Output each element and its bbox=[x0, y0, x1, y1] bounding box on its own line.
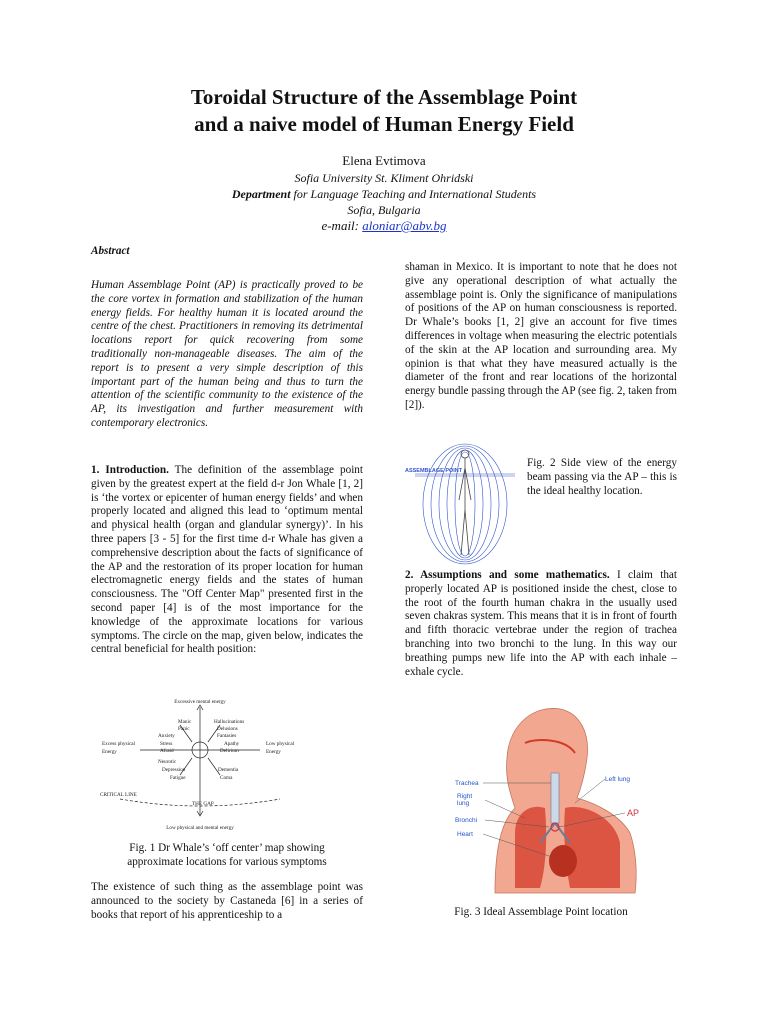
fig1-label-panic: Panic bbox=[178, 726, 190, 732]
fig1-label-low-phys-2: Energy bbox=[266, 749, 281, 755]
assumptions-text: I claim that properly located AP is positioned inside the chest, close to the root of the fourth human chakra in the usually used seven chakras system. This means that it is in front of fourth and fifth thoracic vertebrae under the region of trachea branching into two bronchi to the lung. In this way our breathing pumps new life into the AP with each inhale – exhale cycle. bbox=[405, 569, 677, 678]
fig1-label-coma: Coma bbox=[220, 775, 233, 781]
intro-heading: 1. Introduction. bbox=[91, 464, 169, 476]
fig2-energy-beam-figure bbox=[405, 440, 517, 568]
abstract-heading: Abstract bbox=[91, 245, 130, 257]
fig1-label-stress: Stress bbox=[160, 741, 173, 747]
assumptions-paragraph bbox=[405, 569, 677, 679]
author-block bbox=[0, 152, 768, 234]
fig1-label-excess-phys-1: Excess physical bbox=[102, 741, 135, 747]
fig1-label-critical: CRITICAL LINE bbox=[100, 792, 137, 798]
fig3-label-bronchi: Bronchi bbox=[455, 817, 478, 824]
email-line bbox=[0, 218, 768, 234]
department-rest: for Language Teaching and International Students bbox=[290, 187, 537, 201]
assumptions-heading: 2. Assumptions and some mathematics. bbox=[405, 569, 610, 581]
department bbox=[0, 186, 768, 202]
title-line-2: and a naive model of Human Energy Field bbox=[194, 112, 574, 136]
fig1-off-center-map bbox=[100, 695, 300, 833]
fig1-label-low-phys-1: Low physical bbox=[266, 741, 295, 747]
fig1-caption-line-1: Fig. 1 Dr Whale’s ‘off center’ map showing bbox=[129, 842, 325, 854]
fig1-label-fatigue: Fatigue bbox=[170, 775, 186, 781]
fig3-label-right-lung-2: lung bbox=[457, 800, 470, 807]
fig3-label-ap: AP bbox=[627, 808, 640, 818]
paper-title bbox=[0, 84, 768, 138]
fig1-label-fantasies: Fantasies bbox=[217, 733, 237, 739]
email-link[interactable]: aloniar@abv.bg bbox=[362, 218, 447, 233]
email-label: e-mail: bbox=[321, 218, 363, 233]
fig1-label-hallucinations: Hallucinations bbox=[214, 719, 245, 725]
abstract-text: Human Assemblage Point (AP) is practically proved to be the core vortex in formation and stabilization of the human energy fields. For healthy human it is located around the centre of the chest. Practitioners in removing its detrimental locations report for quick recovering from some traditionally non-manageable diseases. The aim of the report is to present a very simple description of this important part of the human being and thus to turn the attention of the scientific community to the existence of the AP, its investigation and further measurement with contemporary electronics. bbox=[91, 279, 363, 429]
fig1-label-apathy: Apathy bbox=[224, 741, 240, 747]
affiliation: Sofia University St. Kliment Ohridski bbox=[294, 171, 474, 185]
fig3-label-right-lung-1: Right bbox=[457, 793, 473, 800]
introduction-paragraph bbox=[91, 464, 363, 657]
fig1-label-delirium: Delirium bbox=[220, 748, 239, 754]
author-name: Elena Evtimova bbox=[342, 153, 426, 168]
fig1-label-excess-phys-2: Energy bbox=[102, 749, 117, 755]
fig1-label-neurotic: Neurotic bbox=[158, 759, 177, 765]
fig1-label-dementia: Dementia bbox=[218, 767, 239, 773]
fig1-caption bbox=[91, 841, 363, 869]
intro-text: The definition of the assemblage point given by the greatest expert at the field d-r Jon Whale [1, 2] is ‘the vortex or epicenter of human energy fields’ and when properly located and aligned this lead to ‘optimum mental and physical health (organ and glandular synergy)’. In his three papers [3 - 5] for the first time d-r Whale has given a comprehensive description about the facts of significance of the AP and the restoration of its proper location for human electromagnetic energy fields and the states of human consciousness. The "Off Center Map" presented first in the second paper [4] is of the most importance for the knowledge of the approximate locations for various symptoms. The circle on the map, given below, indicates the central beneficial for health position: bbox=[91, 464, 363, 656]
fig1-label-depression: Depression bbox=[162, 767, 186, 773]
fig3-caption: Fig. 3 Ideal Assemblage Point location bbox=[454, 906, 628, 918]
fig3-label-trachea: Trachea bbox=[455, 780, 479, 787]
right-top-paragraph: shaman in Mexico. It is important to note that he does not give any operational description of what actually the assemblage point is. Only the significance of manipulations of positions of the AP on human consciousness is reported. Dr Whale’s books [1, 2] give an account for five times differences in voltage when measuring the electric potentials of the skin at the AP location and surrounding area. My opinion is that what they have measured actually is the diameter of the front and rear locations of the horizontal energy bundle passing through the AP (see fig. 2, taken from [2]). bbox=[405, 261, 677, 411]
fig2-caption: Fig. 2 Side view of the energy beam passing via the AP – this is the ideal healthy location. bbox=[527, 457, 677, 497]
fig2-label: ASSEMBLAGE POINT bbox=[405, 468, 463, 474]
fig1-label-manic: Manic bbox=[178, 719, 192, 725]
fig1-label-anxiety: Anxiety bbox=[158, 733, 175, 739]
department-bold: Department bbox=[231, 187, 291, 201]
fig1-caption-line-2: approximate locations for various symptoms bbox=[127, 856, 327, 868]
fig1-label-bottom: Low physical and mental energy bbox=[166, 825, 234, 831]
fig3-label-left-lung: Left lung bbox=[605, 776, 630, 783]
fig1-label-gap: THE GAP bbox=[192, 801, 214, 807]
title-line-1: Toroidal Structure of the Assemblage Point bbox=[190, 85, 578, 109]
fig3-label-heart: Heart bbox=[457, 831, 473, 838]
castaneda-paragraph: The existence of such thing as the assemblage point was announced to the society by Castaneda [6] in a series of books that report of his apprenticeship to a bbox=[91, 881, 363, 921]
fig1-label-afraid: Afraid bbox=[160, 748, 174, 754]
fig3-anatomy-figure bbox=[455, 703, 665, 895]
fig1-label-top: Excessive mental energy bbox=[174, 699, 226, 705]
city: Sofia, Bulgaria bbox=[347, 203, 421, 217]
fig1-label-delusions: Delusions bbox=[217, 726, 238, 732]
